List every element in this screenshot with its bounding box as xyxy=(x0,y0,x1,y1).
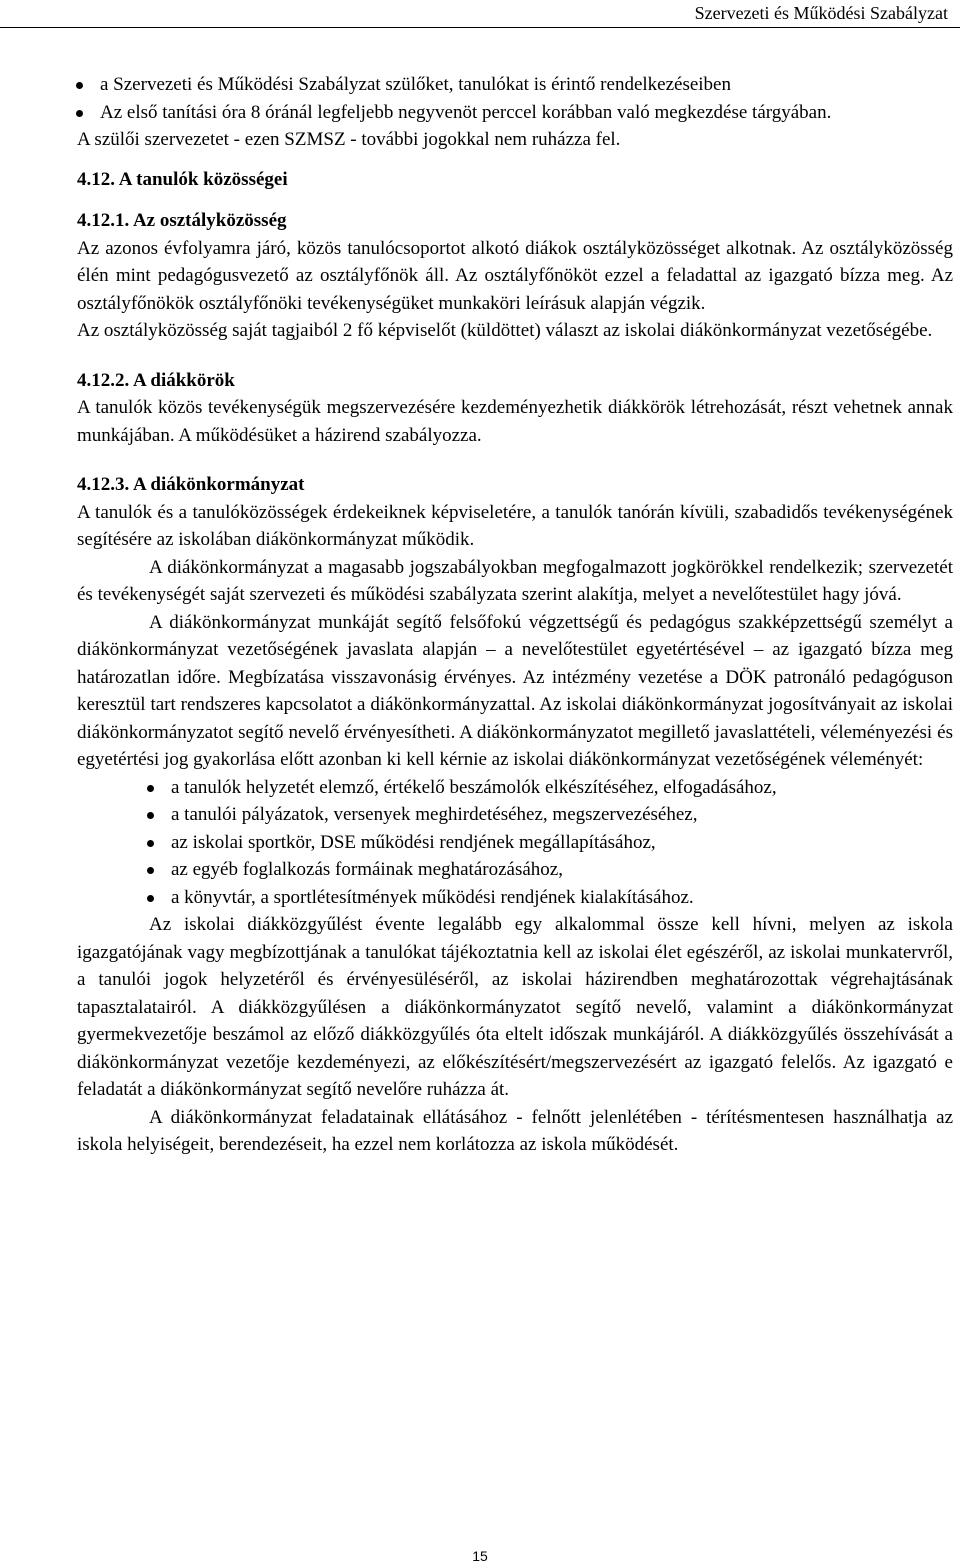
list-item: a tanulói pályázatok, versenyek meghirdetéséhez, megszervezéséhez, xyxy=(121,801,953,829)
bullet-icon xyxy=(147,812,154,819)
bullet-icon xyxy=(76,82,83,89)
page-content xyxy=(77,71,953,1159)
section-heading: 4.12. A tanulók közösségei xyxy=(77,168,288,190)
bullet-icon xyxy=(147,867,154,874)
bullet-icon xyxy=(76,110,83,117)
bullet-icon xyxy=(147,840,154,847)
list-item: a tanulók helyzetét elemző, értékelő beszámolók elkészítéséhez, elfogadásához, xyxy=(121,774,953,802)
list-item: az egyéb foglalkozás formáinak meghatározásához, xyxy=(121,856,953,884)
subsection-3-paragraph-5: A diákönkormányzat feladatainak ellátásához - felnőtt jelenlétében - térítésmentesen használhatja az iskola helyiségeit, berendezéseit, ha ezzel nem korlátozza az iskola működését. xyxy=(77,1106,953,1155)
subsection-heading-1: 4.12.1. Az osztályközösség xyxy=(77,210,287,231)
subsection-heading-3: 4.12.3. A diákönkormányzat xyxy=(77,474,305,495)
subsection-1-body: Az azonos évfolyamra járó, közös tanulócsoportot alkotó diákok osztályközösséget alkotnak. Az osztályközösség élén mint pedagógusvezető az osztályfőnök áll. Az osztályfőnököt ezzel a feladattal az igazgató bízza meg. Az osztályfőnökök osztályfőnöki tevékenységüket munkaköri leírásuk alapján végzik. xyxy=(77,237,953,314)
opinion-bullet-list xyxy=(171,774,953,912)
bullet-icon xyxy=(147,785,154,792)
subsection-3-paragraph-1: A tanulók és a tanulóközösségek érdekeiknek képviseletére, a tanulók tanórán kívüli, szabadidős tevékenységének segítésére az iskolában diákönkormányzat működik. xyxy=(77,501,953,550)
list-item: Az első tanítási óra 8 óránál legfeljebb negyvenöt perccel korábban való megkezdése tárgyában. xyxy=(50,99,953,127)
subsection-2-body: A tanulók közös tevékenységük megszervezésére kezdeményezhetik diákkörök létrehozását, részt vehetnek annak munkájában. A működésüket a házirend szabályozza. xyxy=(77,397,953,446)
subsection-3-paragraph-4: Az iskolai diákközgyűlést évente legalább egy alkalommal össze kell hívni, melyen az iskola igazgatójának vagy megbízottjának a tanulókat tájékoztatnia kell az iskolai élet egészéről, az iskolai munkatervről, a tanulói jogok helyzetéről és érvényesüléséről, az iskolai házirendben meghatározottak végrehajtásának tapasztalatairól. A diákközgyűlésen a diákönkormányzatot segítő nevelő, valamint a diákönkormányzat gyermekvezetője beszámol az előző diákközgyűlés óta eltelt időszak munkájáról. A diákközgyűlés összehívását a diákönkormányzat vezetője kezdeményezi, az előkészítésért/megszervezésért az igazgató felelős. Az igazgató e feladatát a diákönkormányzat segítő nevelőre ruházza át. xyxy=(77,914,953,1100)
subsection-3-paragraph-2: A diákönkormányzat a magasabb jogszabályokban megfogalmazott jogkörökkel rendelkezik; szervezetét és tevékenységét saját szervezeti és működési szabályzata szerint alakítja, melyet a nevelőtestület hagy jóvá. xyxy=(77,556,953,605)
bullet-icon xyxy=(147,895,154,902)
intro-paragraph: A szülői szervezetet - ezen SZMSZ - további jogokkal nem ruházza fel. xyxy=(77,129,621,150)
list-item: az iskolai sportkör, DSE működési rendjének megállapításához, xyxy=(121,829,953,857)
subsection-1-body-2: Az osztályközösség saját tagjaiból 2 fő képviselőt (küldöttet) választ az iskolai diákönkormányzat vezetőségébe. xyxy=(77,320,933,341)
intro-bullet-list xyxy=(50,71,953,126)
page-number: 15 xyxy=(472,1548,488,1564)
page-header xyxy=(0,0,960,28)
document-title: Szervezeti és Működési Szabályzat xyxy=(694,3,948,23)
subsection-heading-2: 4.12.2. A diákkörök xyxy=(77,369,235,391)
list-item: a Szervezeti és Működési Szabályzat szülőket, tanulókat is érintő rendelkezéseiben xyxy=(50,71,953,99)
list-item: a könyvtár, a sportlétesítmények működési rendjének kialakításához. xyxy=(121,884,953,912)
subsection-3-paragraph-3: A diákönkormányzat munkáját segítő felsőfokú végzettségű és pedagógus szakképzettségű személyt a diákönkormányzat vezetőségének javaslata alapján – a nevelőtestület egyetértésével – az igazgató bízza meg határozatlan időre. Megbízatása visszavonásig érvényes. Az intézmény vezetése a DÖK patronáló pedagóguson keresztül tart rendszeres kapcsolatot a diákönkormányzattal. Az iskolai diákönkormányzat jogosítványait az iskolai diákönkormányzatot segítő nevelő érvényesítheti. A diákönkormányzatot megillető javaslattételi, véleményezési és egyetértési jog gyakorlása előtt azonban ki kell kérnie az iskolai diákönkormányzat vezetőségének véleményét: xyxy=(77,611,953,770)
